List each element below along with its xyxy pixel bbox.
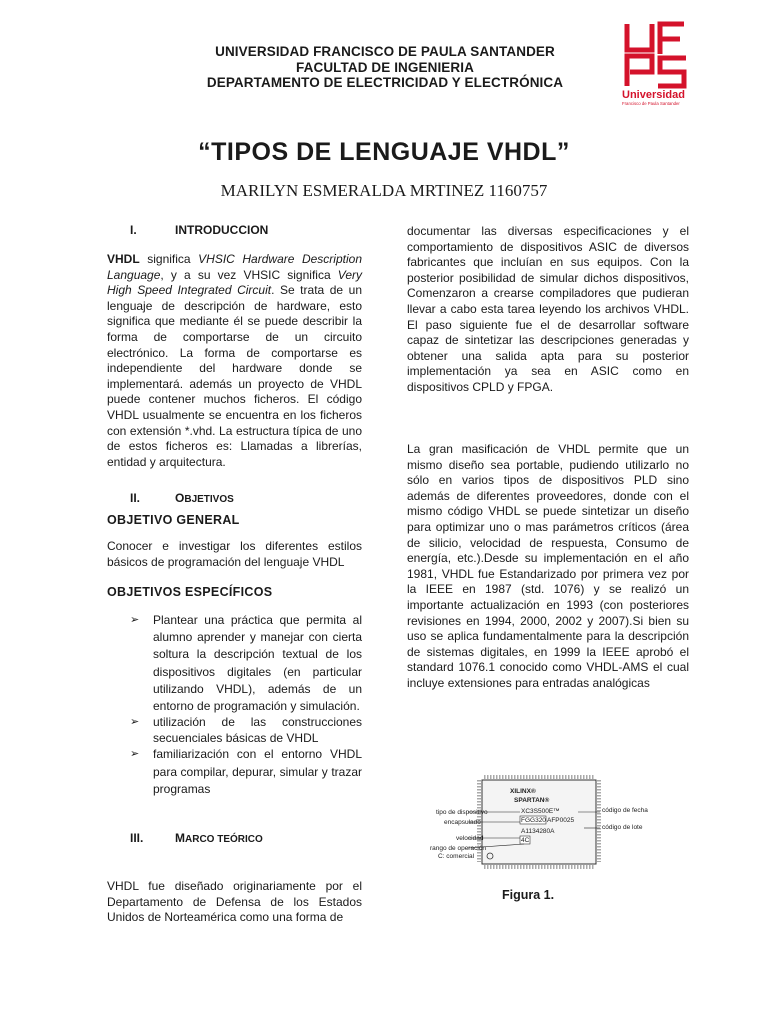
- section-title: INTRODUCCION: [175, 223, 269, 237]
- chip-lot: AFP0025: [547, 817, 575, 824]
- right-paragraph-1: documentar las diversas especificaciones y el comportamiento de dispositivos ASIC de diversos fabricantes que incluían en sus equipos. Con la posterior posibilidad de simular dichos dispositivos, Comenzaron a crearse compiladores que pudieran llevar a cabo esta tarea leyendo los archivos VHDL. El paso siguiente fue el de desarrollar software capaz de sintetizar las descripciones generadas y obtener una salida apta para su posterior implementación ya sea en ASIC como en dispositivos CPLD y FPGA.: [407, 224, 689, 394]
- list-item: [130, 715, 362, 746]
- list-item-text: utilización de las construcciones secuenciales básicas de VHDL: [153, 715, 362, 745]
- section-number: III.: [130, 831, 144, 845]
- ufps-logo: [622, 20, 692, 106]
- arrow-bullet-icon: ➢: [130, 716, 140, 729]
- label-encapsulado: encapsulado: [444, 819, 481, 826]
- department-name: DEPARTAMENTO DE ELECTRICIDAD Y ELECTRÓNICA: [206, 75, 564, 90]
- objetivos-list: [130, 612, 362, 798]
- label-rango-operacion: rango de operación: [430, 845, 487, 852]
- logo-subtitle: Francisco de Paula Santander: [622, 101, 680, 106]
- intro-paragraph: [107, 252, 362, 470]
- list-item-text: familiarización con el entorno VHDL para compilar, depurar, simular y trazar programas: [153, 747, 362, 796]
- label-tipo-dispositivo: tipo de dispositivo: [436, 809, 488, 816]
- section-title-rest: ARCO TEÓRICO: [185, 834, 263, 845]
- label-velocidad: velocidad: [456, 835, 484, 842]
- list-item-text: Plantear una práctica que permita al alumno aprender y manejar con cierta soltura la descripción textual de los dispositivos digitales (en particular utilizando VHDL), además de un entorno de programación y simulación.: [153, 613, 362, 714]
- chip-grade: 4C: [521, 837, 530, 844]
- objetivo-general-heading: OBJETIVO GENERAL: [107, 513, 240, 527]
- figure-caption: Figura 1.: [502, 888, 555, 902]
- marco-paragraph: VHDL fue diseñado originariamente por el Departamento de Defensa de los Estados Unidos de Norteamérica como una forma de: [107, 879, 362, 925]
- faculty-name: FACULTAD DE INGENIERIA: [296, 59, 474, 75]
- term-vhsic-expansion: VHSIC Hardware Description Language: [107, 252, 362, 282]
- right-paragraph-2: La gran masificación de VHDL permite que un mismo diseño sea portable, pudiendo utilizarlo no sólo en varios tipos de dispositivos PLD sino además de diferentes proveedores, donde con el mismo código VHDL se puede sintetizar un diseño para optimizar uno o mas parámetros críticos (área de silicio, velocidad de respuesta, Consumo de energía, etc.).Desde su implementación en el año 1981, VHDL fue Estandarizado por primera vez por la IEEE en 1987 (std. 1076) y se realizó un importante actualización en 1993 (con posteriores revisiones en 1994, 2000, 2002 y 2007).Si bien su uso se aplica fundamentalmente para la descripción de sistemas digitales, en 1999 la IEEE aprobó el standard 1076.1 conocido como VHDL-AMS el cual incluye extensiones para entradas analógicas: [407, 442, 689, 690]
- list-item: [130, 746, 362, 798]
- section-title-initial: O: [175, 491, 185, 505]
- label-codigo-lote: código de lote: [602, 824, 643, 831]
- text-span: . Se trata de un lenguaje de descripción de hardware, esto significa que mediante él se puede describir la forma de comportarse de un circuito electrónico. La forma de comportarse es independiente del hardware donde se implementará. además un proyecto de VHDL puede contener muchos ficheros. El código VHDL usualmente se encuentra en los ficheros con extensión *.vhd. La estructura típica de uno de estos ficheros es: Llamadas a librerías, entidad y arquitectura.: [107, 283, 362, 469]
- university-header: [150, 44, 620, 91]
- objetivo-general-text: Conocer e investigar los diferentes estilos básicos de programación del lenguaje VHDL: [107, 539, 362, 569]
- fpga-chip-figure: [414, 772, 648, 872]
- text-span: significa: [139, 252, 199, 266]
- chip-brand: XILINX®: [510, 788, 536, 795]
- chip-part: XC3S500E™: [521, 808, 560, 815]
- arrow-bullet-icon: ➢: [130, 614, 140, 626]
- text-span: , y a su vez VHSIC significa: [160, 267, 338, 282]
- university-name: UNIVERSIDAD FRANCISCO DE PAULA SANTANDER: [215, 44, 555, 59]
- chip-family: SPARTAN®: [514, 797, 550, 804]
- document-title: “TIPOS DE LENGUAJE VHDL”: [198, 138, 570, 166]
- chip-code: A1134280A: [521, 828, 555, 835]
- section-heading-introduccion: [130, 223, 268, 237]
- label-comercial: C: comercial: [438, 853, 475, 860]
- author-line: MARILYN ESMERALDA MRTINEZ 1160757: [220, 181, 548, 200]
- section-heading-objetivos: [130, 491, 234, 505]
- section-heading-marco-teorico: [130, 831, 263, 845]
- label-codigo-fecha: código de fecha: [602, 807, 648, 814]
- term-vhsic-meaning: Very High Speed Integrated Circuit: [107, 267, 362, 298]
- chip-package: FGG320: [521, 817, 546, 824]
- term-vhdl: VHDL: [107, 252, 140, 266]
- section-title-rest: BJETIVOS: [184, 494, 234, 505]
- section-title-initial: M: [175, 831, 185, 845]
- logo-name: Universidad: [622, 89, 685, 101]
- section-number: I.: [130, 223, 137, 237]
- objetivos-especificos-heading: OBJETIVOS ESPECÍFICOS: [107, 585, 273, 599]
- list-item: [130, 612, 362, 715]
- arrow-bullet-icon: ➢: [130, 748, 140, 761]
- section-number: II.: [130, 491, 141, 505]
